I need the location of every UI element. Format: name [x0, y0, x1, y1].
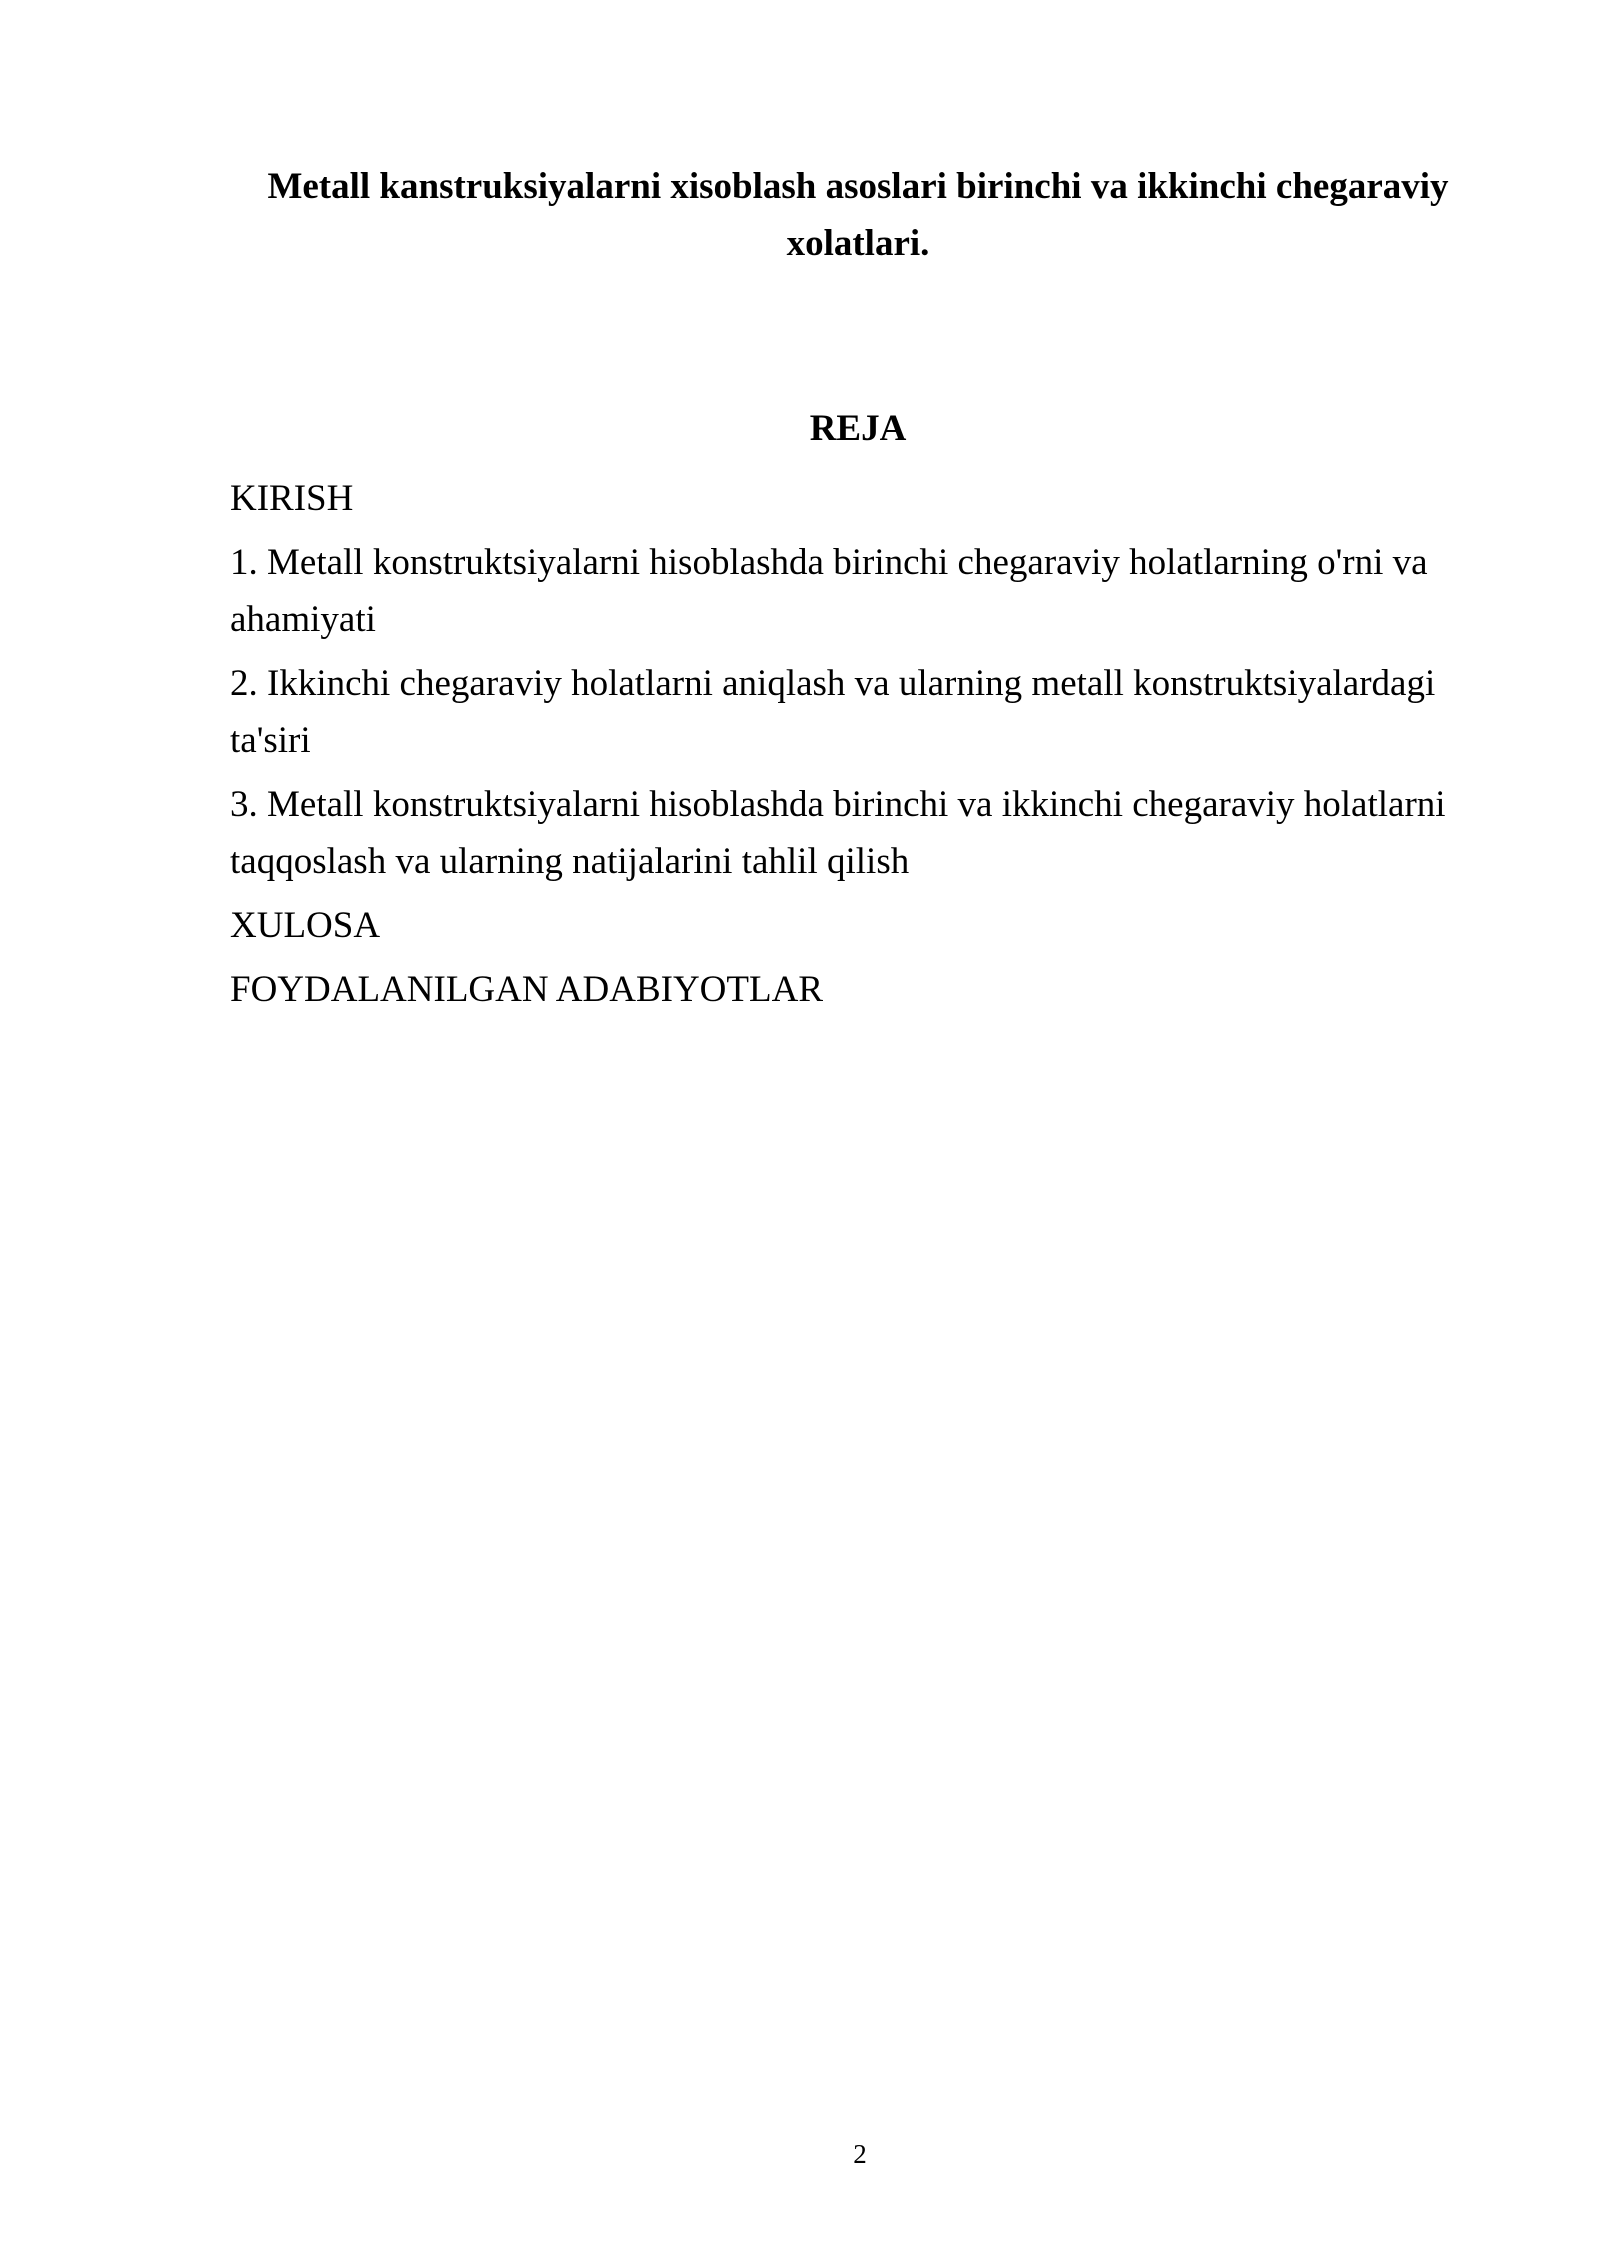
plan-item-2: 2. Ikkinchi chegaraviy holatlarni aniqlash va ularning metall konstruktsiyalardagi ta'siri — [230, 663, 1436, 761]
plan-heading: REJA — [809, 408, 907, 449]
plan-list — [230, 470, 1490, 1025]
plan-item-conclusion: XULOSA — [230, 905, 381, 946]
plan-item-3: 3. Metall konstruktsiyalarni hisoblashda birinchi va ikkinchi chegaraviy holatlarni taqqoslash va ularning natijalarini tahlil qilish — [230, 784, 1446, 882]
plan-item-references: FOYDALANILGAN ADABIYOTLAR — [230, 969, 823, 1010]
plan-item-intro: KIRISH — [230, 478, 354, 519]
document-title: Metall kanstruksiyalarni xisoblash asoslari birinchi va ikkinchi chegaraviy xolatlari. — [267, 166, 1449, 264]
page-number: 2 — [853, 2139, 867, 2169]
plan-item-1: 1. Metall konstruktsiyalarni hisoblashda birinchi chegaraviy holatlarning o'rni va ahamiyati — [230, 542, 1428, 640]
